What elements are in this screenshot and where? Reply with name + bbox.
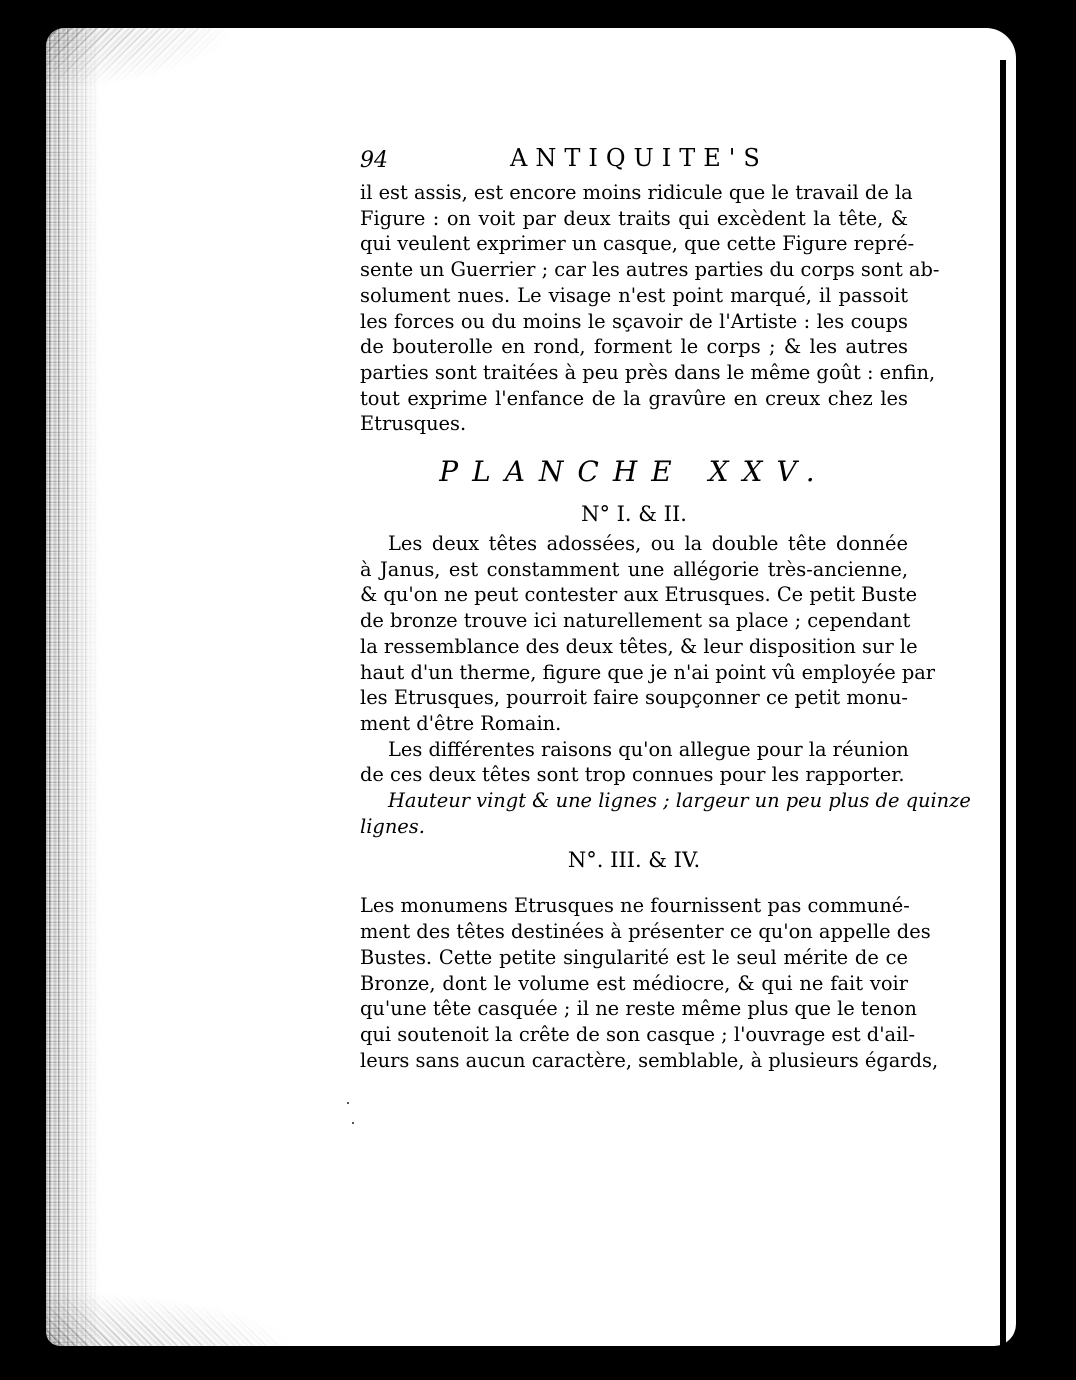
text-column bbox=[360, 140, 971, 1073]
running-head bbox=[360, 140, 908, 180]
scan-speck bbox=[347, 1102, 349, 1104]
scan-edge-noise-left bbox=[40, 20, 100, 1350]
scan-edge-noise-top bbox=[40, 20, 240, 90]
section-1-paragraph-2 bbox=[360, 737, 908, 788]
text-line: ment d'être Romain. bbox=[360, 711, 562, 735]
section-heading-3-4: N°. III. & IV. bbox=[567, 848, 701, 873]
spacer bbox=[360, 877, 908, 893]
text-line: Les monumens Etrusques ne fournissent pas communé- bbox=[360, 894, 910, 918]
section-1-paragraph-1 bbox=[360, 531, 936, 737]
text-line: Les deux têtes adossées, ou la double tête donnée bbox=[388, 532, 908, 556]
plate-title: PLANCHE XXV. bbox=[439, 455, 829, 489]
section-heading-1-2: N° I. & II. bbox=[581, 502, 687, 527]
text-line: qui veulent exprimer un casque, que cette Figure repré- bbox=[360, 232, 915, 256]
text-line: lignes. bbox=[360, 814, 425, 838]
text-line: de bouterolle en rond, forment le corps ; & les autres bbox=[360, 335, 908, 359]
text-line: Figure : on voit par deux traits qui excèdent la tête, & bbox=[360, 206, 908, 230]
text-line: les Etrusques, pourroit faire soupçonner ce petit monu- bbox=[360, 686, 908, 710]
text-line: Bronze, dont le volume est médiocre, & qui ne fait voir bbox=[360, 971, 908, 995]
text-line: de bronze trouve ici naturellement sa place ; cependant bbox=[360, 609, 911, 633]
text-line: il est assis, est encore moins ridicule que le travail de la bbox=[360, 181, 913, 204]
text-line: leurs sans aucun caractère, semblable, à plusieurs égards, bbox=[360, 1048, 939, 1072]
text-line: Etrusques. bbox=[360, 412, 467, 436]
text-line: de ces deux têtes sont trop connues pour les rapporter. bbox=[360, 763, 905, 787]
text-line: qui soutenoit la crête de son casque ; l'ouvrage est d'ail- bbox=[360, 1022, 916, 1046]
text-line: à Janus, est constamment une allégorie très-ancienne, bbox=[360, 557, 908, 581]
text-line: la ressemblance des deux têtes, & leur disposition sur le bbox=[360, 634, 918, 658]
text-line: parties sont traitées à peu près dans le même goût : enfin, bbox=[360, 360, 936, 384]
text-line: Bustes. Cette petite singularité est le seul mérite de ce bbox=[360, 945, 908, 969]
scan-edge-noise-bottom bbox=[40, 1290, 300, 1350]
text-line: Les différentes raisons qu'on allegue pour la réunion bbox=[388, 737, 909, 761]
section-2-paragraph-1 bbox=[360, 893, 939, 1073]
text-line: ment des têtes destinées à présenter ce qu'on appelle des bbox=[360, 920, 931, 944]
text-line: qu'une tête casquée ; il ne reste même plus que le tenon bbox=[360, 997, 917, 1021]
page-number: 94 bbox=[360, 148, 388, 173]
running-title: ANTIQUITE'S bbox=[510, 144, 768, 172]
text-line: solument nues. Le visage n'est point marqué, il passoit bbox=[360, 283, 908, 307]
page-gutter-line bbox=[1000, 60, 1006, 1350]
text-line: Hauteur vingt & une lignes ; largeur un peu plus de quinze bbox=[388, 789, 971, 813]
text-line: haut d'un therme, figure que je n'ai point vû employée par bbox=[360, 660, 936, 684]
intro-paragraph bbox=[360, 180, 940, 437]
text-line: les forces ou du moins le sçavoir de l'Artiste : les coups bbox=[360, 309, 908, 333]
text-line: & qu'on ne peut contester aux Etrusques. Ce petit Buste bbox=[360, 583, 918, 607]
text-line: sente un Guerrier ; car les autres parties du corps sont ab- bbox=[360, 258, 940, 282]
scan-speck bbox=[352, 1122, 354, 1124]
text-line: tout exprime l'enfance de la gravûre en creux chez les bbox=[360, 386, 908, 410]
dimensions-note bbox=[360, 788, 971, 839]
